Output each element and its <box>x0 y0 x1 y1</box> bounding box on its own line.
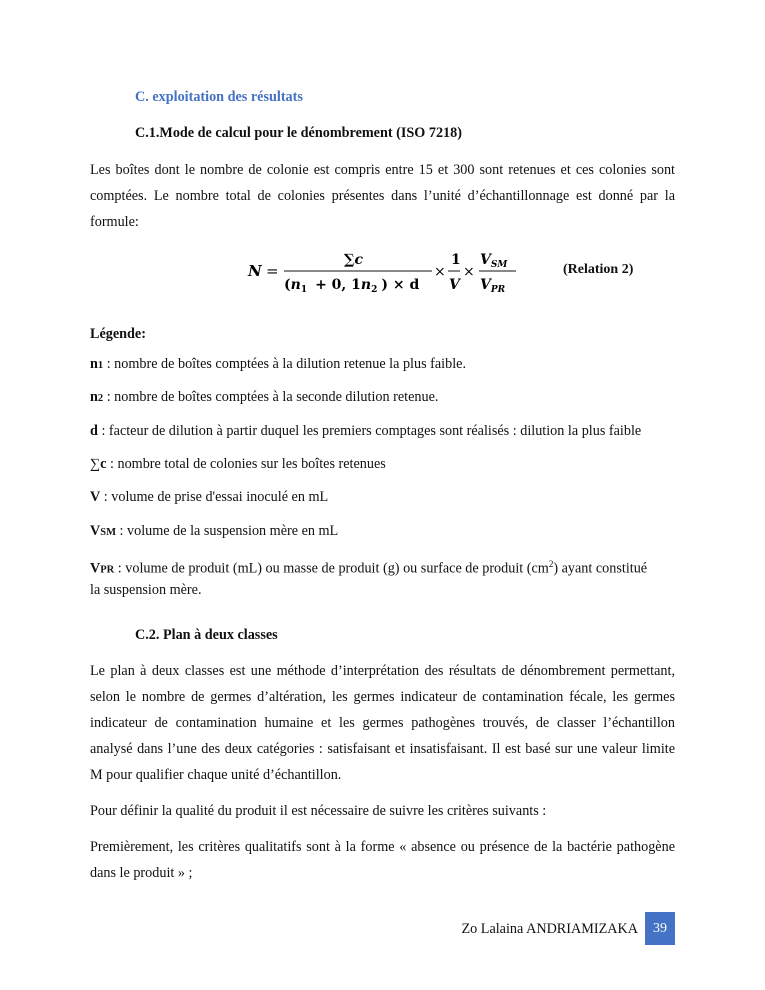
formula-relation-2 <box>246 248 526 298</box>
intro-paragraph: Les boîtes dont le nombre de colonie est compris entre 15 et 300 sont retenues et ces colonies sont comptées. Le nombre total de colonies présentes dans l’unité d’échantillonnage est donné par la formule: <box>90 162 675 230</box>
legend-title: Légende: <box>90 326 146 342</box>
formula-times-1: × <box>434 264 446 280</box>
legend-vpr-continued: la suspension mère. <box>90 582 202 598</box>
subsection-heading-c2: C.2. Plan à deux classes <box>135 627 278 643</box>
formula-v: V <box>449 277 460 293</box>
formula-vsm: $V_{SM}$ <box>480 252 508 270</box>
formula-lhs: N <box>248 262 262 280</box>
criteria-intro: Pour définir la qualité du produit il est nécessaire de suivre les critères suivants : <box>90 803 547 819</box>
formula-vpr: $V_{PR}$ <box>480 277 506 295</box>
page-number-badge: 39 <box>645 912 675 945</box>
legend-n1: n1 : nombre de boîtes comptées à la dilution retenue la plus faible. <box>90 356 466 372</box>
legend-sum-c: ∑c : nombre total de colonies sur les boîtes retenues <box>90 456 386 472</box>
legend-v: V : volume de prise d'essai inoculé en mL <box>90 489 329 505</box>
formula-times-2: × <box>463 264 475 280</box>
relation-label: (Relation 2) <box>563 262 634 277</box>
formula-denominator: ($n_1 + 0$, $1n_2$ ) × d <box>284 277 420 295</box>
formula-equals: = <box>266 262 279 280</box>
section-heading: C. exploitation des résultats <box>135 89 303 105</box>
legend-d: d : facteur de dilution à partir duquel les premiers comptages sont réalisés : dilution la plus faible <box>90 423 642 439</box>
legend-vpr: VPR : volume de produit (mL) ou masse de produit (g) ou surface de produit $(cm^2)$ ayant constitué <box>90 559 648 577</box>
footer-author: Zo Lalaina ANDRIAMIZAKA <box>461 921 638 937</box>
plan-paragraph: Le plan à deux classes est une méthode d’interprétation des résultats de dénombrement permettant, selon le nombre de germes d’altération, les germes indicateur de contamination fécale, les germes indicateur de contamination humaine et les germes pathogènes trouvés, de classer l’échantillon analysé dans l’une des deux catégories : satisfaisant et insatisfaisant. Il est basé sur une valeur limite M pour qualifier chaque unité d’échantillon. <box>90 663 675 783</box>
formula-numerator: ∑c <box>344 252 364 268</box>
subsection-heading-c1: C.1.Mode de calcul pour le dénombrement (ISO 7218) <box>135 125 462 141</box>
first-criterion: Premièrement, les critères qualitatifs sont à la forme « absence ou présence de la bactérie pathogène dans le produit » ; <box>90 839 675 881</box>
formula-one: 1 <box>451 252 461 268</box>
legend-n2: n2 : nombre de boîtes comptées à la seconde dilution retenue. <box>90 389 439 405</box>
legend-vsm: VSM : volume de la suspension mère en mL <box>90 523 339 539</box>
